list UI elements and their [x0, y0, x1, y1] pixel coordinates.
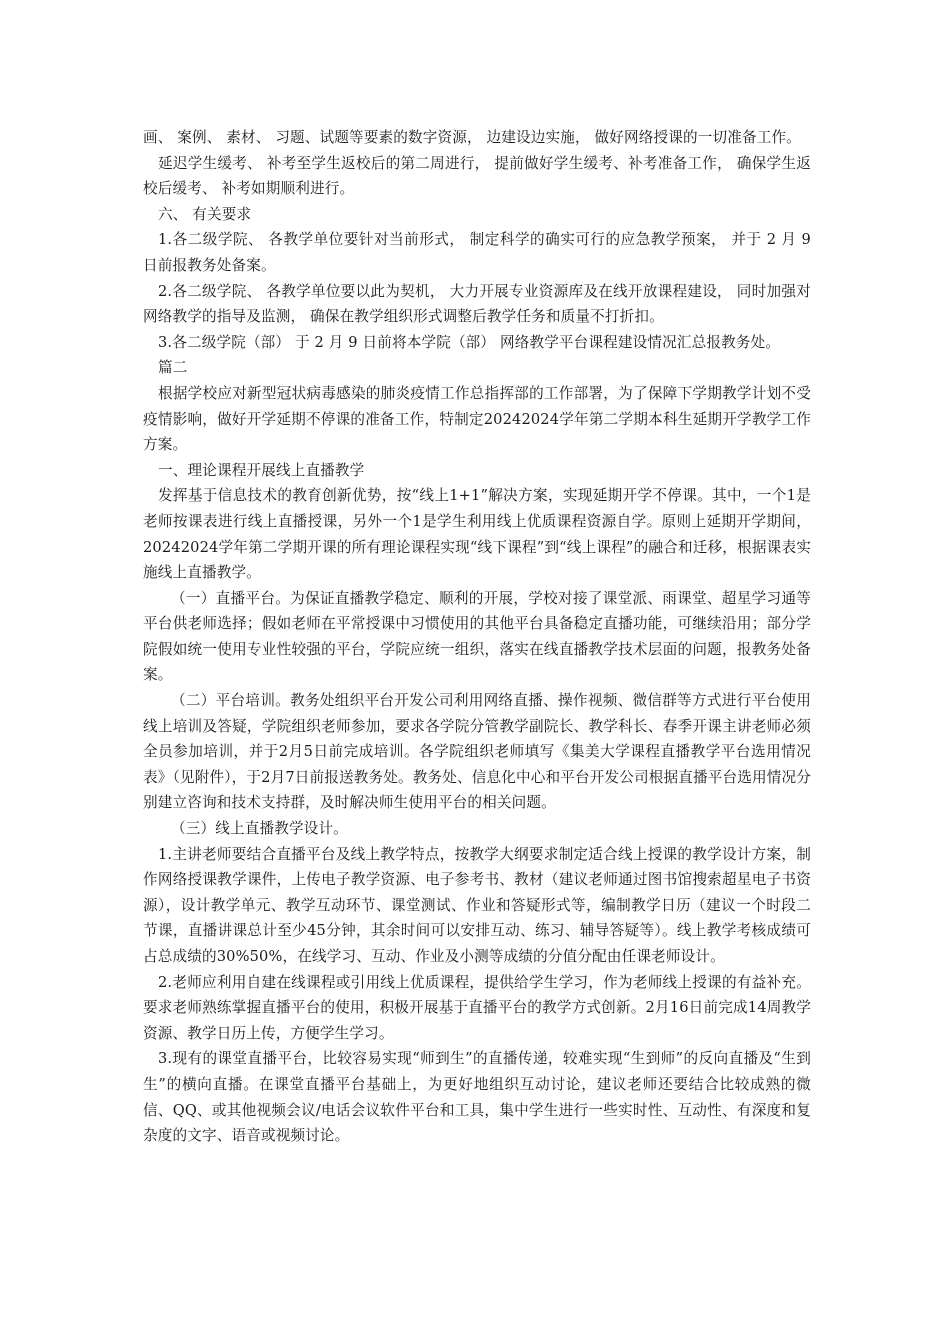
paragraph-intro: 根据学校应对新型冠状病毒感染的肺炎疫情工作总指挥部的工作部署，为了保障下学期教学计划不受疫情影响，做好开学延期不停课的准备工作，特制定20242024学年第二学期本科生延期开学教学工作方案。: [143, 384, 811, 454]
subsection-training: （二）平台培训。教务处组织平台开发公司利用网络直播、操作视频、微信群等方式进行平台使用线上培训及答疑，学院组织老师参加，要求各学院分管教学副院长、教学科长、春季开课主讲老师必须全员参加培训，并于2月5日前完成培训。各学院组织老师填写《集美大学课程直播教学平台选用情况表》（见附件），于2月7日前报送教务处。教务处、信息化中心和平台开发公司根据直播平台选用情况分别建立咨询和技术支持群，及时解决师生使用平台的相关问题。: [143, 692, 811, 812]
document-page: [143, 125, 811, 1149]
part-heading-2: 篇二: [158, 359, 188, 377]
design-item-2: 2.老师应利用自建在线课程或引用线上优质课程，提供给学生学习，作为老师线上授课的有益补充。要求老师熟练掌握直播平台的使用，积极开展基于直播平台的教学方式创新。2月16日前完成14周教学资源、教学日历上传，方便学生学习。: [143, 973, 811, 1042]
paragraph-online-plus-one: 发挥基于信息技术的教育创新优势，按“线上1+1”解决方案，实现延期开学不停课。其中，一个1是老师按课表进行线上直播授课，另外一个1是学生利用线上优质课程资源自学。原则上延期开学期间，20242024学年第二学期开课的所有理论课程实现“线下课程”到“线上课程”的融合和迁移，根据课表实施线上直播教学。: [143, 487, 811, 582]
subsection-platform: （一）直播平台。为保证直播教学稳定、顺利的开展，学校对接了课堂派、雨课堂、超星学习通等平台供老师选择；假如老师在平常授课中习惯使用的其他平台具备稳定直播功能，可继续沿用；部分学院假如统一使用专业性较强的平台，学院应统一组织，落实在线直播教学技术层面的问题，报教务处备案。: [143, 589, 811, 684]
paragraph-digital-resources: 画、 案例、 素材、 习题、试题等要素的数字资源， 边建设边实施， 做好网络授课的一切准备工作。: [143, 129, 801, 146]
subsection-design-heading: （三）线上直播教学设计。: [171, 820, 348, 838]
requirement-item-2: 2.各二级学院、 各教学单位要以此为契机， 大力开展专业资源库及在线开放课程建设， 同时加强对网络教学的指导及监测， 确保在教学组织形式调整后教学任务和质量不打折扣。: [143, 282, 811, 326]
design-item-1: 1.主讲老师要结合直播平台及线上教学特点，按教学大纲要求制定适合线上授课的教学设计方案，制作网络授课教学课件，上传电子教学资源、电子参考书、教材（建议老师通过图书馆搜索超星电子书资源），设计教学单元、教学互动环节、课堂测试、作业和答疑形式等，编制教学日历（建议一个时段二节课，直播讲课总计至少45分钟，其余时间可以安排互动、练习、辅导答疑等）。线上教学考核成绩可占总成绩的30%50%，在线学习、互动、作业及小测等成绩的分值分配由任课老师设计。: [143, 845, 811, 965]
section-heading-requirements: 六、 有关要求: [158, 205, 252, 223]
requirement-item-1: 1.各二级学院、 各教学单位要针对当前形式， 制定科学的确实可行的应急教学预案， 并于 2 月 9 日前报教务处备案。: [143, 231, 811, 274]
requirement-item-3: 3.各二级学院（部） 于 2 月 9 日前将本学院（部） 网络教学平台课程建设情况汇总报教务处。: [158, 333, 781, 351]
design-item-3: 3.现有的课堂直播平台，比较容易实现“师到生”的直播传递，较难实现“生到师”的反向直播及“生到生”的横向直播。在课堂直播平台基础上，为更好地组织互动讨论，建议老师还要结合比较成熟的微信、QQ、或其他视频会议/电话会议软件平台和工具，集中学生进行一些实时性、互动性、有深度和复杂度的文字、语音或视频讨论。: [143, 1050, 811, 1145]
paragraph-deferred-exams: 延迟学生缓考、 补考至学生返校后的第二周进行， 提前做好学生缓考、补考准备工作， 确保学生返校后缓考、 补考如期顺利进行。: [143, 154, 811, 198]
section-heading-online-live: 一、理论课程开展线上直播教学: [158, 461, 365, 479]
